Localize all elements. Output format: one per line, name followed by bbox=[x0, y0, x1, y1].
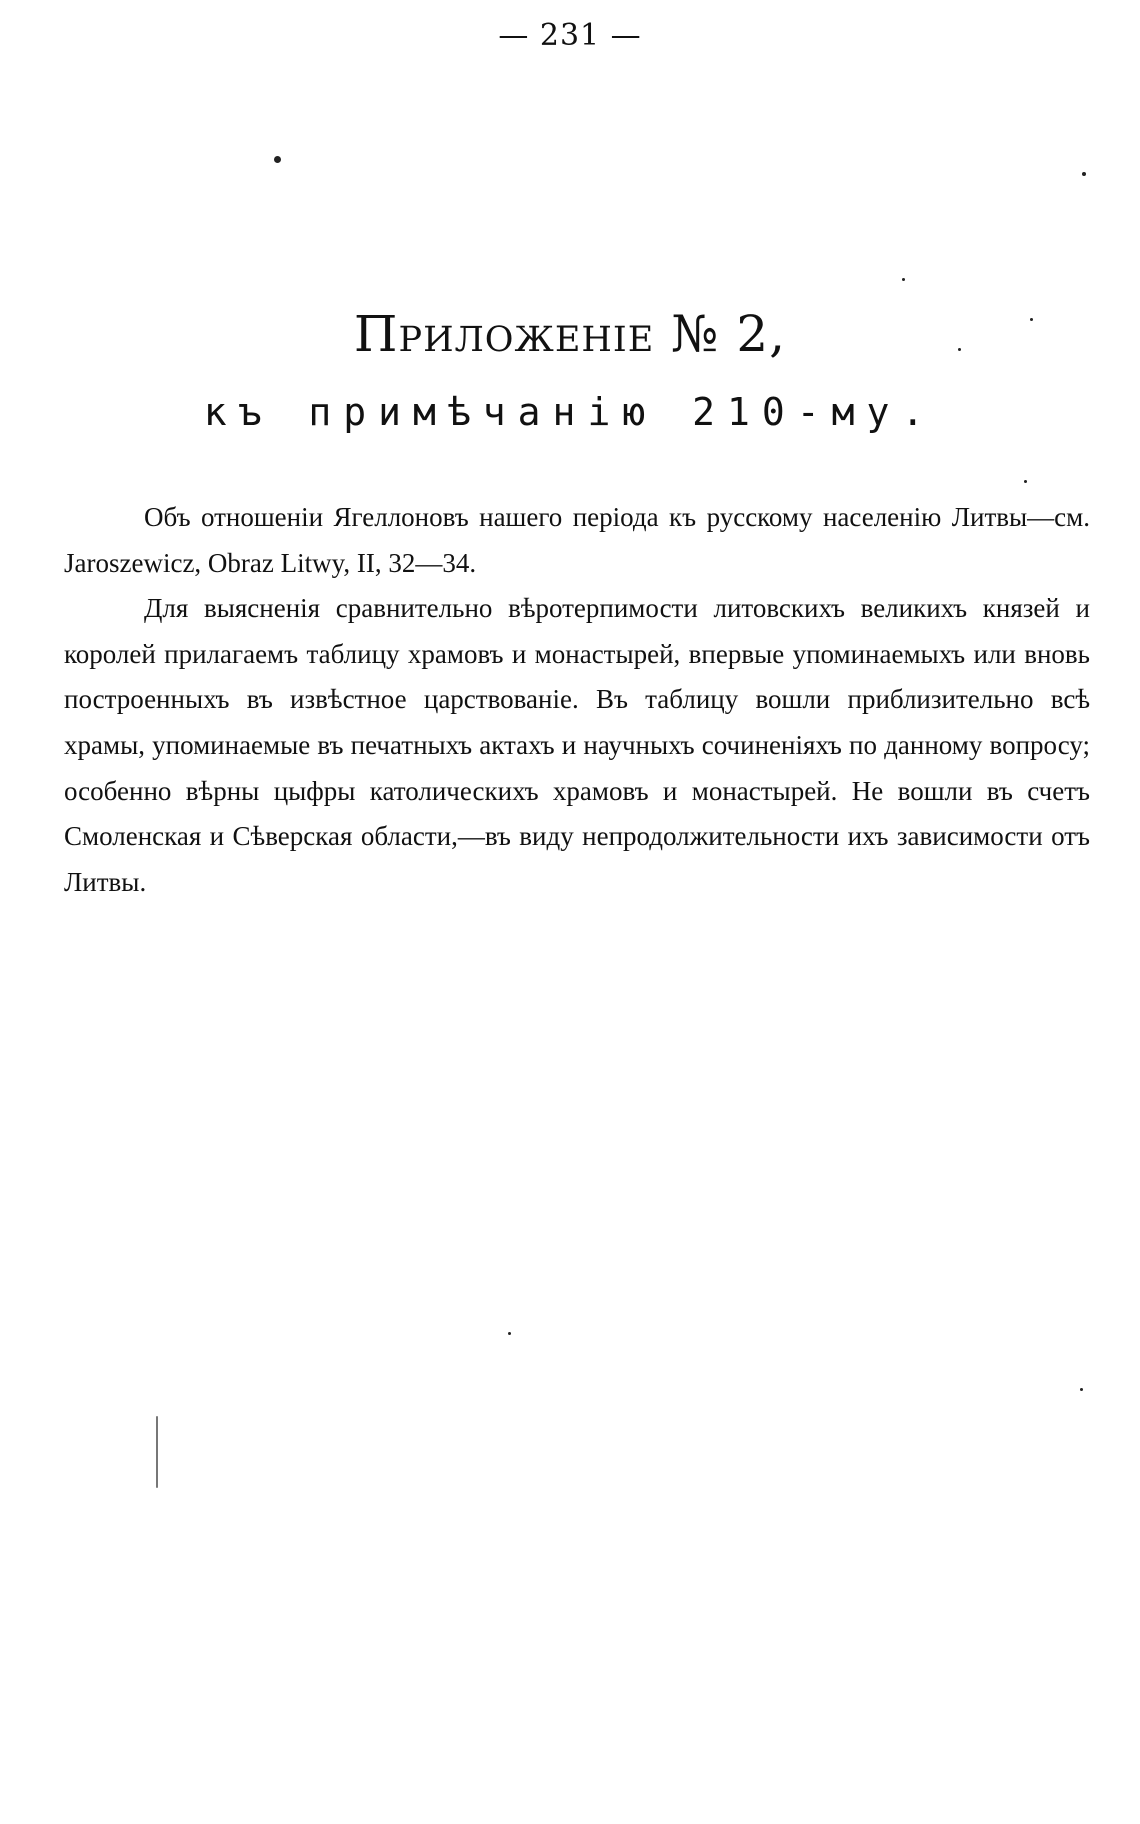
scan-speck bbox=[1024, 480, 1027, 483]
scan-speck bbox=[1082, 172, 1086, 176]
appendix-title: Приложенiе № 2, bbox=[353, 305, 787, 363]
scan-speck bbox=[508, 1332, 511, 1335]
scan-speck bbox=[1080, 1388, 1083, 1391]
scan-speck bbox=[958, 348, 961, 351]
paragraph: Объ отношенiи Ягеллоновъ нашего перiода къ русскому населенiю Литвы—см. Jaroszewicz, Obraz Litwy, II, 32—34. bbox=[64, 502, 1090, 578]
paragraph: Для выясненiя сравнительно вѣротерпимости литовскихъ великихъ князей и королей прилагаемъ таблицу храмовъ и монастырей, впервые упоминаемыхъ или вновь построенныхъ въ извѣстное царствованiе. Въ таблицу вошли приблизительно всѣ храмы, упоминаемые въ печатныхъ актахъ и научныхъ сочиненiяхъ по данному вопросу; особенно вѣрны цыфры католическихъ храмовъ и монастырей. Не вошли въ счетъ Смоленская и Сѣверская области,—въ виду непродолжительности ихъ зависимости отъ Литвы. bbox=[64, 593, 1090, 897]
scan-speck bbox=[156, 1416, 158, 1488]
body-text bbox=[64, 495, 1090, 905]
page-number: — 231 — bbox=[498, 18, 642, 53]
scan-speck bbox=[274, 156, 281, 163]
scan-speck bbox=[902, 278, 905, 281]
scan-speck bbox=[1030, 318, 1033, 321]
appendix-subtitle: къ примѣчанiю 210-му. bbox=[203, 390, 937, 434]
